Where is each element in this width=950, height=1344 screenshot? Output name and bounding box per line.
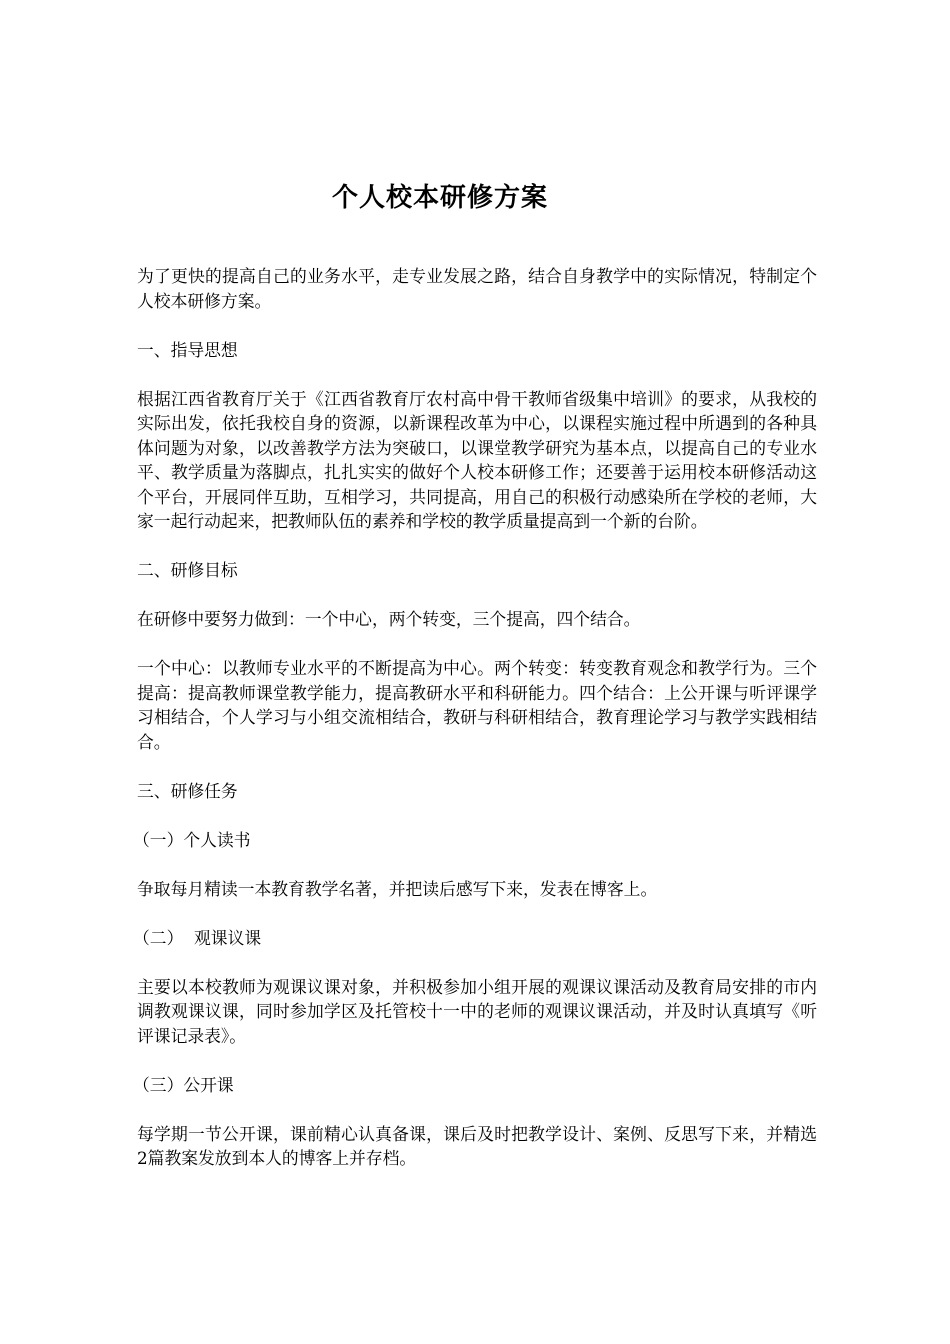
subsection-body-open-class: 每学期一节公开课，课前精心认真备课，课后及时把教学设计、案例、反思写下来，并精选2篇教案发放到本人的博客上并存档。 [137, 1123, 817, 1168]
subsection-heading-reading: （一）个人读书 [133, 829, 251, 850]
subsection-body-reading: 争取每月精读一本教育教学名著，并把读后感写下来，发表在博客上。 [137, 878, 658, 899]
section-heading-guiding-thought: 一、指导思想 [137, 339, 238, 360]
intro-paragraph: 为了更快的提高自己的业务水平，走专业发展之路，结合自身教学中的实际情况，特制定个人校本研修方案。 [137, 266, 817, 311]
subsection-heading-observation: （二） 观课议课 [133, 927, 262, 948]
subsection-heading-open-class: （三）公开课 [133, 1074, 234, 1095]
section-body-goals-detail: 一个中心：以教师专业水平的不断提高为中心。两个转变：转变教育观念和教学行为。三个提高：提高教师课堂教学能力，提高教研水平和科研能力。四个结合：上公开课与听评课学习相结合，个人学习与小组交流相结合，教研与科研相结合，教育理论学习与教学实践相结合。 [137, 658, 817, 752]
section-heading-goals: 二、研修目标 [137, 560, 238, 580]
document-body [133, 264, 817, 1195]
section-body-guiding-thought: 根据江西省教育厅关于《江西省教育厅农村高中骨干教师省级集中培训》的要求，从我校的实际出发，依托我校自身的资源，以新课程改革为中心，以课程实施过程中所遇到的各种具体问题为对象，以改善教学方法为突破口，以课堂教学研究为基本点，以提高自己的专业水平、教学质量为落脚点，扎扎实实的做好个人校本研修工作；还要善于运用校本研修活动这个平台，开展同伴互助，互相学习，共同提高，用自己的积极行动感染所在学校的老师，大家一起行动起来，把教师队伍的素养和学校的教学质量提高到一个新的台阶。 [137, 388, 817, 531]
section-heading-tasks: 三、研修任务 [137, 780, 238, 801]
document-title: 个人校本研修方案 [331, 183, 548, 213]
section-body-goals-summary: 在研修中要努力做到：一个中心，两个转变，三个提高，四个结合。 [137, 609, 641, 629]
subsection-body-observation: 主要以本校教师为观课议课对象，并积极参加小组开展的观课议课活动及教育局安排的市内调教观课议课，同时参加学区及托管校十一中的老师的观课议课活动，并及时认真填写《听评课记录表》。 [137, 976, 817, 1046]
